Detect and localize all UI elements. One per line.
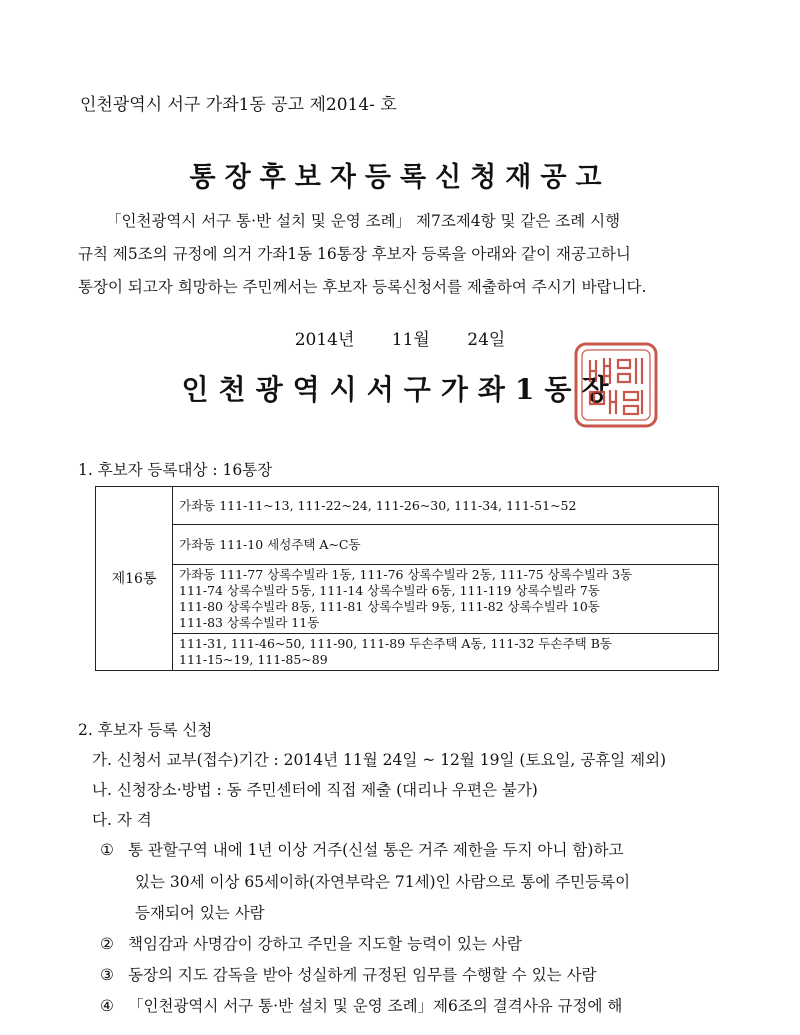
qualification-text: 통 관할구역 내에 1년 이상 거주(신설 통은 거주 제한을 두지 아니 함)하고 <box>128 841 624 859</box>
date-month: 11월 <box>391 330 430 350</box>
qualification-1 <box>100 838 623 860</box>
table-cell-line: 가좌동 111-10 세성주택 A~C동 <box>179 536 361 552</box>
qualification-4 <box>100 994 622 1016</box>
table-cell-line: 가좌동 111-77 상록수빌라 1동, 111-76 상록수빌라 2동, 111-75 상록수빌라 3동 <box>179 567 633 582</box>
table-row <box>96 634 719 671</box>
table-cell-line: 111-80 상록수빌라 8동, 111-81 상록수빌라 9동, 111-82 상록수빌라 10동 <box>179 599 600 614</box>
official-seal-stamp <box>572 340 660 430</box>
table-cell <box>173 487 719 525</box>
qualification-text: 동장의 지도 감독을 받아 성실하게 규정된 임무를 수행할 수 있는 사람 <box>128 966 597 984</box>
qualification-1-line-3: 등재되어 있는 사람 <box>135 904 265 922</box>
district-table <box>95 486 719 671</box>
table-cell-line: 111-83 상록수빌라 11동 <box>179 615 320 630</box>
table-cell <box>173 634 719 671</box>
qualification-marker: ② <box>100 935 114 953</box>
section-2-heading: 2. 후보자 등록 신청 <box>78 721 213 739</box>
date-year: 2014년 <box>294 330 355 350</box>
intro-line-2: 규칙 제5조의 규정에 의거 가좌1동 16통장 후보자 등록을 아래와 같이 재공고하니 <box>78 245 631 263</box>
date-day: 24일 <box>467 330 506 350</box>
item-qualifications: 다. 자 격 <box>92 811 152 829</box>
qualification-1-line-2: 있는 30세 이상 65세이하(자연부락은 71세)인 사람으로 통에 주민등록이 <box>135 873 631 891</box>
table-cell <box>173 565 719 634</box>
table-row <box>96 525 719 565</box>
table-cell-line: 가좌동 111-11~13, 111-22~24, 111-26~30, 111-34, 111-51~52 <box>179 497 577 513</box>
intro-paragraph <box>78 205 728 304</box>
table-row <box>96 565 719 634</box>
qualification-marker: ① <box>100 841 114 859</box>
table-row <box>96 487 719 525</box>
qualification-2 <box>100 932 522 954</box>
item-application-period: 가. 신청서 교부(접수)기간 : 2014년 11월 24일 ~ 12월 19일 (토요일, 공휴일 제외) <box>92 751 667 769</box>
qualification-3 <box>100 963 597 985</box>
qualification-text: 책임감과 사명감이 강하고 주민을 지도할 능력이 있는 사람 <box>128 935 522 953</box>
table-cell-line: 111-31, 111-46~50, 111-90, 111-89 두손주택 A동, 111-32 두손주택 B동 <box>179 636 612 651</box>
issuer-name: 인천광역시서구가좌1동장 <box>181 373 619 406</box>
table-cell-line: 111-15~19, 111-85~89 <box>179 652 328 667</box>
notice-number: 인천광역시 서구 가좌1동 공고 제2014- 호 <box>80 95 397 115</box>
table-label-cell: 제16통 <box>96 487 173 671</box>
section-1-heading: 1. 후보자 등록대상 : 16통장 <box>78 461 273 479</box>
item-application-place: 나. 신청장소·방법 : 동 주민센터에 직접 제출 (대리나 우편은 불가) <box>92 781 538 799</box>
qualification-marker: ③ <box>100 966 114 984</box>
qualification-marker: ④ <box>100 997 114 1015</box>
intro-line-3: 통장이 되고자 희망하는 주민께서는 후보자 등록신청서를 제출하여 주시기 바랍니다. <box>78 278 647 296</box>
document-title: 통장후보자등록신청재공고 <box>189 162 611 193</box>
notice-date <box>0 325 800 350</box>
table-cell-line: 111-74 상록수빌라 5동, 111-14 상록수빌라 6동, 111-119 상록수빌라 7동 <box>179 583 600 598</box>
qualification-text: 「인천광역시 서구 통·반 설치 및 운영 조례」제6조의 결격사유 규정에 해 <box>128 997 623 1015</box>
table-cell <box>173 525 719 565</box>
intro-line-1: 「인천광역시 서구 통·반 설치 및 운영 조례」 제7조제4항 및 같은 조례 시행 <box>106 212 621 230</box>
